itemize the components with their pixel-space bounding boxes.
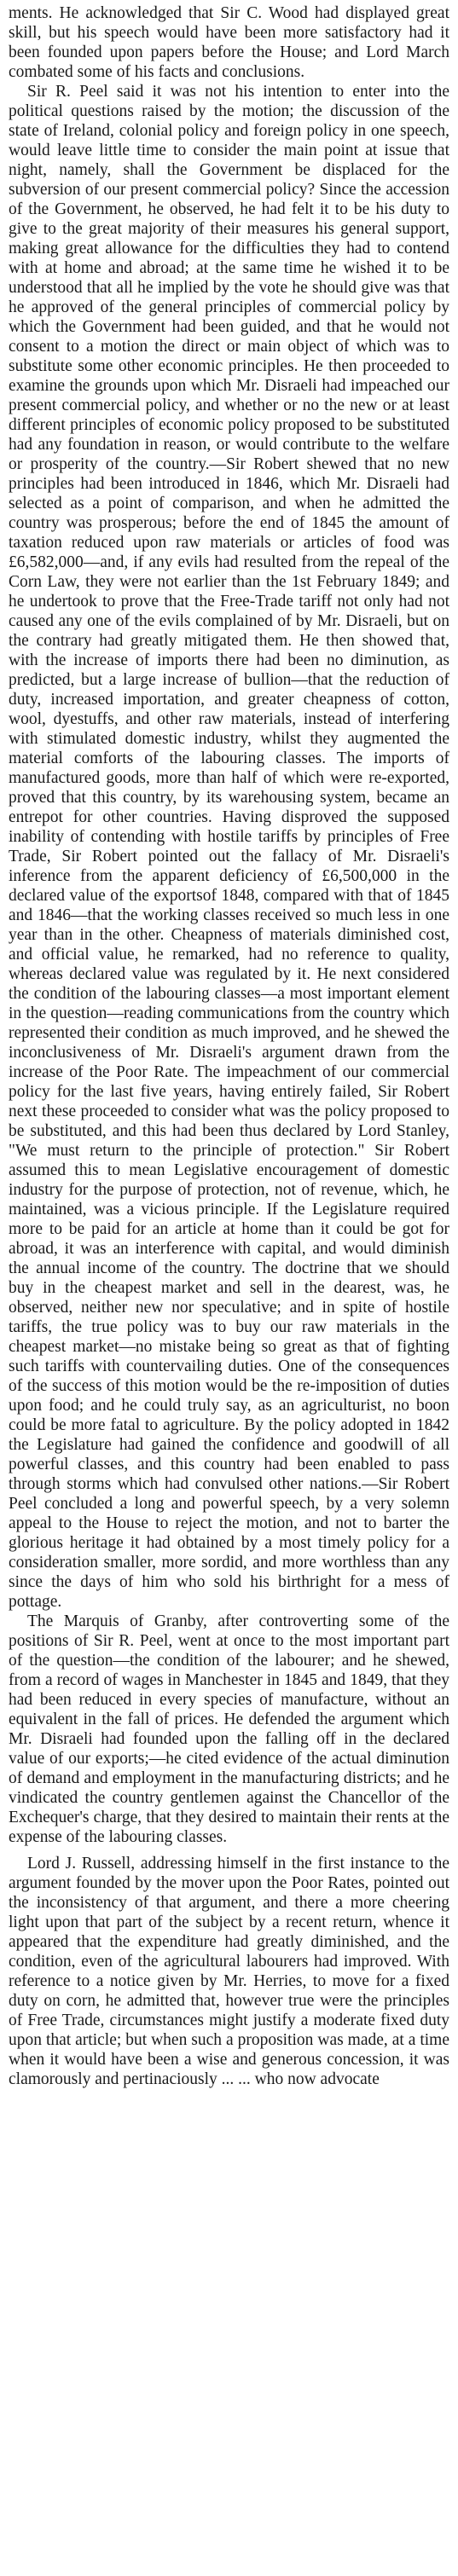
article-paragraph-0: ments. He acknowledged that Sir C. Wood had displayed great skill, but his speech would have been more satisfactory had it been founded upon papers before the House; and Lord March combated some of his facts and conclusions.	[9, 4, 449, 81]
article-paragraph-peel: Sir R. Peel said it was not his intention to enter into the political questions raised by the motion; the discussion of the state of Ireland, colonial policy and foreign policy in one speech, would leave little time to consider the main point at issue that night, namely, shall the Government be displaced for the subversion of our present commercial policy? Since the accession of the Government, he observed, he had felt it to be his duty to give to the great majority of their measures his general support, making great allowance for the difficulties they had to contend with at home and abroad; at the same time he wished it to be understood that all he implied by the vote he should give was that he approved of the general principles of commercial policy by which the Government had been guided, and that he would not consent to a motion the direct or main object of which was to substitute some other economic principles. He then proceeded to examine the grounds upon which Mr. Disraeli had impeached our present commercial policy, and whether or no the new or at least different principles of economic policy proposed to be substituted had any foundation in reason, or would contribute to the welfare or prosperity of the country.—Sir Robert shewed that no new principles had been introduced in 1846, which Mr. Disraeli had selected as a point of comparison, and when he admitted the country was prosperous; before the end of 1845 the amount of taxation reduced upon raw materials or articles of food was £6,582,000—and, if any evils had resulted from the repeal of the Corn Law, they were not earlier than the 1st February 1849; and he undertook to prove that the Free-Trade tariff not only had not caused any one of the evils complained of by Mr. Disraeli, but on the contrary had greatly mitigated them. He then showed that, with the increase of imports there had been no diminution, as predicted, but a large increase of bullion—that the reduction of duty, increased importation, and greater cheapness of cotton, wool, dyestuffs, and other raw materials, instead of interfering with stimulated domestic industry, whilst they augmented the material comforts of the labouring classes. The imports of manufactured goods, more than half of which were re-exported, proved that this country, by its warehousing system, became an entrepot for other countries. Having disproved the supposed inability of contending with hostile tariffs by principles of Free Trade, Sir Robert pointed out the fallacy of Mr. Disraeli's inference from the apparent deficiency of £6,500,000 in the declared value of the exportsof 1848, compared with that of 1845 and 1846—that the working classes received so much less in one year than in the other. Cheapness of materials diminished cost, and official value, he remarked, had no reference to quality, whereas declared value was regulated by it. He next considered the condition of the labouring classes—a most important element in the question—reading communications from the country which represented their condition as much improved, and he shewed the inconclusiveness of Mr. Disraeli's argument drawn from the increase of the Poor Rate. The impeachment of our commercial policy for the last five years, having entirely failed, Sir Robert next these proceeded to consider what was the policy proposed to be substituted, and this had been thus declared by Lord Stanley, "We must return to the principle of protection." Sir Robert assumed this to mean Legislative encouragement of domestic industry for the purpose of protection, not of revenue, which, he maintained, was a vicious principle. If the Legislature required more to be paid for an article at home than it could be got for abroad, it was an interference with capital, and would diminish the annual income of the country. The doctrine that we should buy in the cheapest market and sell in the dearest, was, he observed, neither new nor speculative; and in spite of hostile tariffs, the true policy was to buy our raw materials in the cheapest market—no mistake being so great as that of fighting such tariffs with countervailing duties. One of the consequences of the success of this motion would be the re-imposition of duties upon food; and he could truly say, as an agriculturist, no boon could be more fatal to agriculture. By the policy adopted in 1842 the Legislature had gained the confidence and goodwill of all powerful classes, and this country had been enabled to pass through storms which had convulsed other nations.—Sir Robert Peel concluded a long and powerful speech, by a very solemn appeal to the House to reject the motion, and not to barter the glorious heritage it had obtained by a most timely policy for a consideration smaller, more sordid, and more worthless than any since the days of him who sold his birthright for a mess of pottage.	[9, 83, 449, 1611]
article-paragraph-granby: The Marquis of Granby, after controverting some of the positions of Sir R. Peel, went at once to the most important part of the question—the condition of the labourer; and he shewed, from a record of wages in Manchester in 1845 and 1849, that they had been reduced in every species of manufacture, without an equivalent in the fall of prices. He defended the argument which Mr. Disraeli had founded upon the falling off in the declared value of our exports;—he cited evidence of the actual diminution of demand and employment in the manufacturing districts; and he vindicated the country gentlemen against the Chancellor of the Exchequer's charge, that they desired to maintain their rents at the expense of the labouring classes.	[9, 1612, 449, 1846]
newspaper-column	[9, 3, 449, 2089]
paragraph-gap	[9, 1847, 449, 1854]
article-paragraph-russell: Lord J. Russell, addressing himself in the first instance to the argument founded by the mover upon the Poor Rates, pointed out the inconsistency of that argument, and there a more cheering light upon that part of the subject by a recent return, whence it appeared that the expenditure had greatly diminished, and the condition, even of the agricultural labourers had improved. With reference to a notice given by Mr. Herries, to move for a fixed duty on corn, he admitted that, however true were the principles of Free Trade, circumstances might justify a moderate fixed duty upon that article; but when such a proposition was made, at a time when it would have been a wise and generous concession, it was clamorously and pertinaciously ... ... who now advocate	[9, 1855, 449, 2088]
